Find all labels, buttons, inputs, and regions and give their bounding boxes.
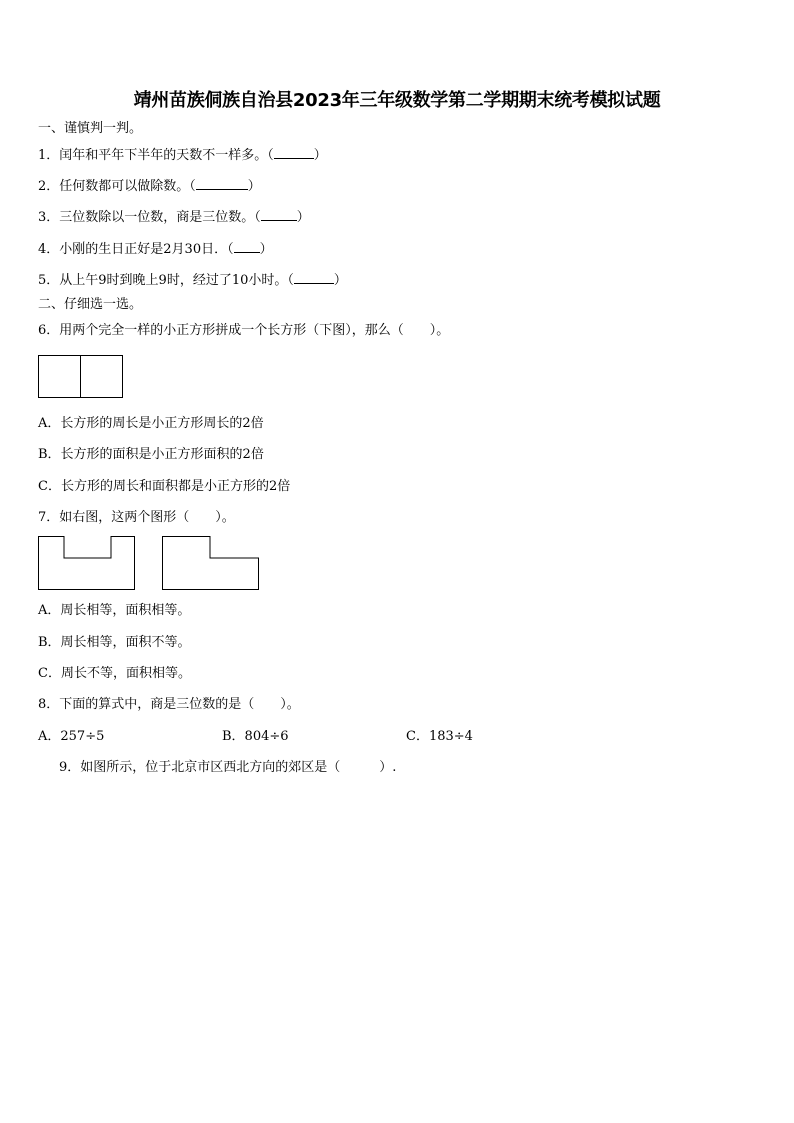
answer-blank-1[interactable]	[274, 146, 314, 159]
question-1: 1．闰年和平年下半年的天数不一样多。（ ）	[38, 148, 327, 163]
question-7-text: 7．如右图，这两个图形（ ）。	[38, 510, 235, 525]
question-4-text: 4．小刚的生日正好是2月30日．	[38, 242, 228, 257]
question-7-option-c[interactable]: C．周长不等，面积相等。	[38, 666, 191, 681]
section-1-heading: 一、谨慎判一判。	[38, 121, 143, 136]
question-5-text: 5．从上午9时到晚上9时，经过了10小时。	[38, 273, 288, 288]
answer-blank-3[interactable]	[261, 208, 297, 221]
notched-shape-figure-left	[38, 536, 136, 591]
question-6-text: 6．用两个完全一样的小正方形拼成一个长方形（下图），那么（ ）。	[38, 323, 450, 338]
two-squares-rectangle-figure	[38, 355, 124, 400]
question-7-option-a[interactable]: A．周长相等，面积相等。	[38, 603, 191, 618]
question-6-option-c[interactable]: C．长方形的周长和面积都是小正方形的2倍	[38, 479, 291, 494]
question-3-text: 3．三位数除以一位数，商是三位数。	[38, 210, 255, 225]
question-6-option-b[interactable]: B．长方形的面积是小正方形面积的2倍	[38, 447, 264, 462]
answer-blank-4[interactable]	[234, 240, 260, 253]
question-8-option-c[interactable]: C．183÷4	[406, 729, 473, 744]
question-2: 2．任何数都可以做除数。（ ）	[38, 179, 261, 194]
question-6-option-a[interactable]: A．长方形的周长是小正方形周长的2倍	[38, 416, 264, 431]
question-4: 4．小刚的生日正好是2月30日．（ ）	[38, 242, 273, 257]
question-3: 3．三位数除以一位数，商是三位数。（ ）	[38, 210, 310, 225]
answer-blank-5[interactable]	[294, 271, 334, 284]
l-shape-figure-right	[162, 536, 260, 591]
question-7-option-b[interactable]: B．周长相等，面积不等。	[38, 635, 191, 650]
question-9-text: 9．如图所示，位于北京市区西北方向的郊区是（ ）.	[59, 760, 397, 775]
question-2-text: 2．任何数都可以做除数。	[38, 179, 190, 194]
question-8-option-b[interactable]: B．804÷6	[222, 729, 289, 744]
answer-blank-2[interactable]	[196, 177, 248, 190]
section-2-heading: 二、仔细选一选。	[38, 297, 143, 312]
question-1-text: 1．闰年和平年下半年的天数不一样多。	[38, 148, 268, 163]
question-5: 5．从上午9时到晚上9时，经过了10小时。（ ）	[38, 273, 347, 288]
question-8-option-a[interactable]: A．257÷5	[38, 729, 105, 744]
question-8-text: 8．下面的算式中，商是三位数的是（ ）。	[38, 697, 300, 712]
page-title: 靖州苗族侗族自治县2023年三年级数学第二学期期末统考模拟试题	[133, 90, 661, 111]
